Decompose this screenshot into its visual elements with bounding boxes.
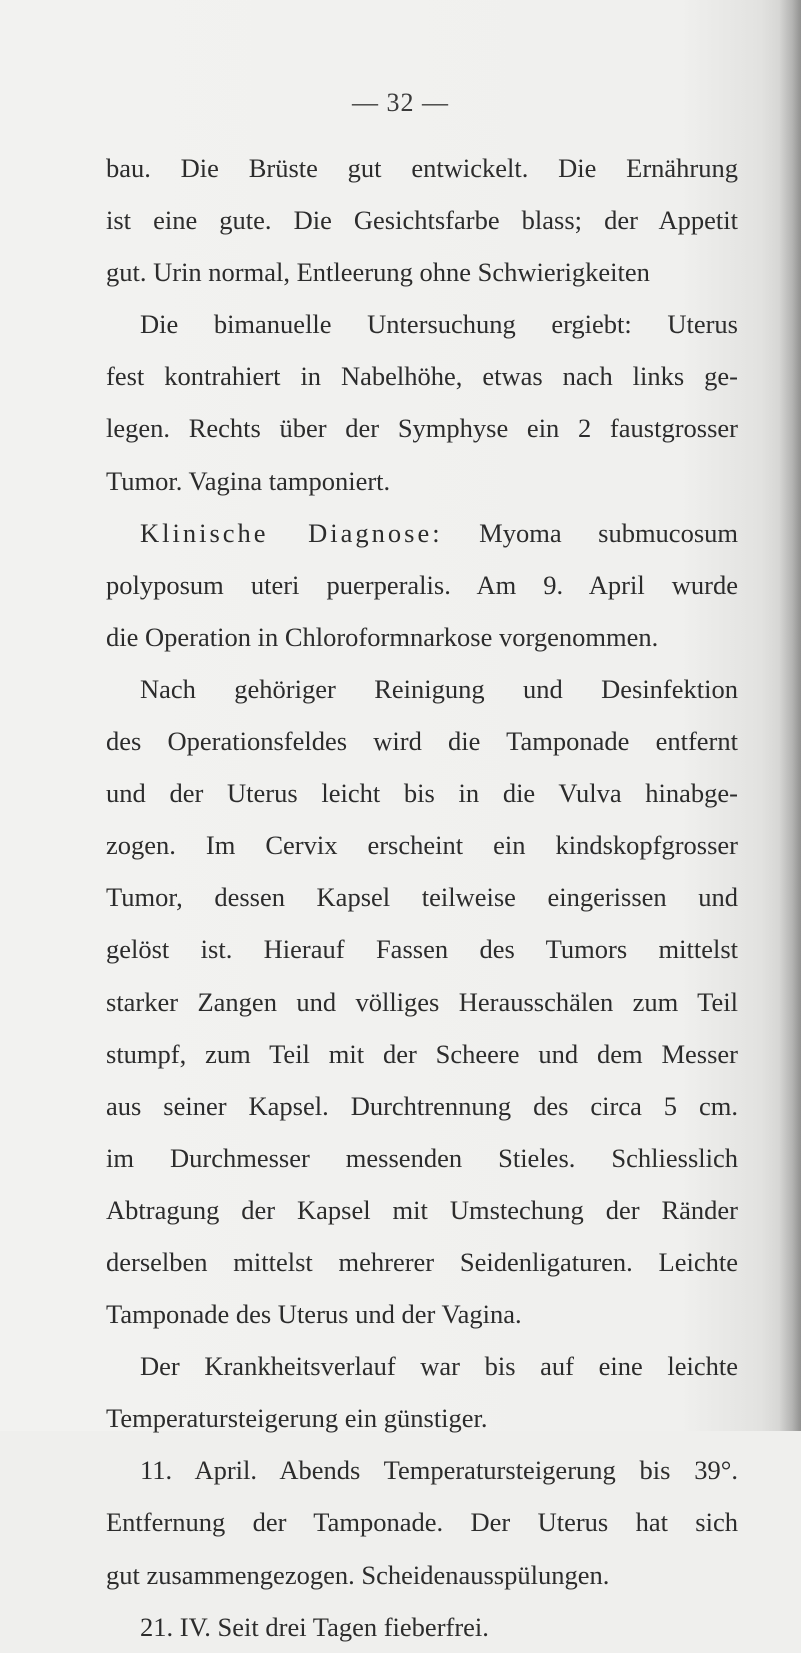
text-line: polyposum uteri puerperalis. Am 9. April wurde	[106, 569, 738, 600]
text-line: legen. Rechts über der Symphyse ein 2 faustgrosser	[106, 413, 738, 444]
text-line: stumpf, zum Teil mit der Scheere und dem Messer	[106, 1038, 738, 1069]
text-line: starker Zangen und völliges Herausschälen zum Teil	[106, 986, 738, 1017]
text-line: aus seiner Kapsel. Durchtrennung des circa 5 cm.	[106, 1090, 738, 1121]
text-line: fest kontrahiert in Nabelhöhe, etwas nach links ge-	[106, 361, 738, 392]
diagnosis-line	[106, 507, 738, 559]
text-line: 11. April. Abends Temperatursteigerung bis 39°.	[140, 1455, 738, 1486]
text-line: gut zusammengezogen. Scheidenausspülungen.	[106, 1559, 610, 1590]
text-line: zogen. Im Cervix erscheint ein kindskopfgrosser	[106, 830, 738, 861]
diagnosis-text: Myoma submucosum	[479, 517, 738, 548]
body-text	[106, 142, 738, 1653]
page-edge-shadow	[779, 0, 801, 1431]
text-line: im Durchmesser messenden Stieles. Schliesslich	[106, 1142, 738, 1173]
page-number: — 32 —	[352, 88, 449, 117]
text-line: Die bimanuelle Untersuchung ergiebt: Uterus	[140, 309, 738, 340]
text-line: Der Krankheitsverlauf war bis auf eine leichte	[140, 1351, 738, 1382]
text-line: derselben mittelst mehrerer Seidenligaturen. Leichte	[106, 1246, 738, 1277]
text-line: des Operationsfeldes wird die Tamponade entfernt	[106, 726, 738, 757]
text-line: Entfernung der Tamponade. Der Uterus hat sich	[106, 1507, 738, 1538]
text-line: Tamponade des Uterus und der Vagina.	[106, 1299, 522, 1330]
text-line: gelöst ist. Hierauf Fassen des Tumors mittelst	[106, 934, 738, 965]
text-line: ist eine gute. Die Gesichtsfarbe blass; der Appetit	[106, 205, 738, 236]
text-line: bau. Die Brüste gut entwickelt. Die Ernährung	[106, 153, 738, 183]
text-line: gut. Urin normal, Entleerung ohne Schwierigkeiten	[106, 257, 650, 288]
text-line: Tumor. Vagina tamponiert.	[106, 465, 391, 496]
text-line: Nach gehöriger Reinigung und Desinfektion	[140, 673, 738, 704]
text-line: 21. IV. Seit drei Tagen fieberfrei.	[140, 1611, 489, 1642]
text-line: und der Uterus leicht bis in die Vulva hinabge-	[106, 778, 738, 809]
diagnosis-label: Klinische Diagnose:	[140, 517, 443, 548]
text-line: Tumor, dessen Kapsel teilweise eingerissen und	[106, 882, 738, 913]
text-line: die Operation in Chloroformnarkose vorgenommen.	[106, 621, 659, 652]
text-line: Temperatursteigerung ein günstiger.	[106, 1403, 488, 1434]
text-line: Abtragung der Kapsel mit Umstechung der Ränder	[106, 1194, 738, 1225]
